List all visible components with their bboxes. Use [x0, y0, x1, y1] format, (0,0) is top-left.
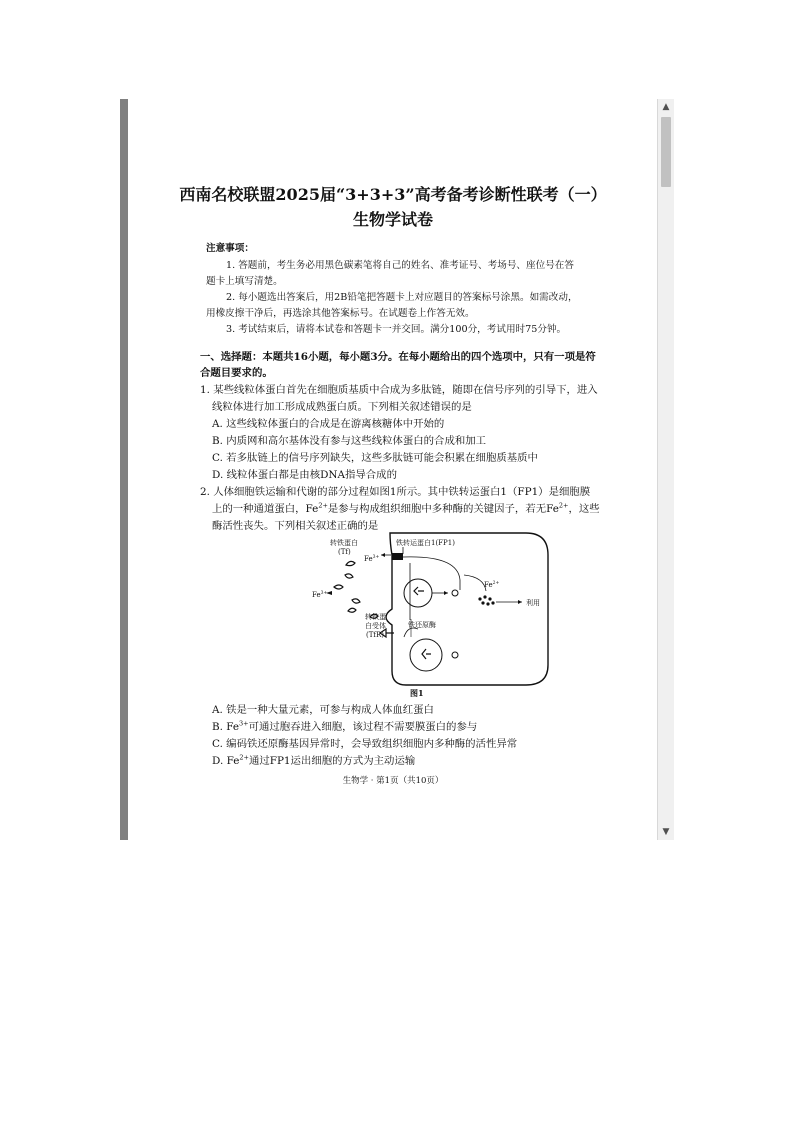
iron-transport-diagram [308, 525, 568, 687]
notice-item: 3. 考试结束后，请将本试卷和答题卡一并交回。满分100分，考试用时75分钟。 [226, 324, 567, 335]
scroll-down-arrow-icon[interactable]: ▼ [662, 827, 670, 837]
document-viewer [120, 99, 674, 840]
q1-option-b: B. 内质网和高尔基体没有参与这些线粒体蛋白的合成和加工 [212, 435, 487, 447]
q2-option-b: B. $Fe^{3+}$可通过胞吞进入细胞，该过程不需要膜蛋白的参与 [212, 719, 478, 733]
exam-subject: 生物学试卷 [352, 210, 433, 229]
q1-option-c: C. 若多肽链上的信号序列缺失，这些多肽链可能会积累在细胞质基质中 [212, 452, 538, 464]
q1-stem-cont: 线粒体进行加工形成成熟蛋白质。下列相关叙述错误的是 [212, 401, 472, 413]
exam-page [128, 99, 658, 840]
label-fe3-left: $Fe^{3+}$ [312, 591, 328, 599]
fp1-channel [392, 553, 403, 560]
exam-title: 西南名校联盟2025届“3+3+3”高考备考诊断性联考（一） [179, 185, 607, 204]
label-use: 利用 [526, 599, 540, 607]
transferrin-icon [346, 561, 355, 565]
label-reductase: 铁还原酶 [408, 621, 436, 629]
q1-option-a: A. 这些线粒体蛋白的合成是在游离核糖体中开始的 [212, 418, 445, 430]
notice-item: 题卡上填写清楚。 [206, 276, 283, 287]
label-fe2-right: $Fe^{2+}$ [484, 581, 500, 589]
q2-stem-cont2: 酶活性丧失。下列相关叙述正确的是 [212, 520, 379, 532]
q1-option-d: D. 线粒体蛋白都是由核DNA指导合成的 [212, 469, 397, 481]
label-tfr-3: (TfR) [366, 631, 384, 639]
notice-item: 用橡皮擦干净后，再选涂其他答案标号。在试题卷上作答无效。 [206, 308, 475, 319]
scroll-thumb[interactable] [661, 117, 671, 187]
q2-option-c: C. 编码铁还原酶基因异常时，会导致组织细胞内多种酶的活性异常 [212, 738, 518, 750]
q2-stem-cont: 上的一种通道蛋白，$Fe^{2+}$是参与构成组织细胞中多种酶的关键因子，若无$Fe^{2+}$，这些 [212, 501, 600, 515]
page-footer: 生物学 · 第1页（共10页） [342, 776, 444, 786]
figure-1-diagram [308, 525, 568, 687]
fe2-path-arrow [403, 557, 460, 590]
label-tfr-2: 白受体 [365, 622, 386, 630]
label-transferrin-abbr: (Tf) [338, 548, 351, 556]
q1-stem: 1. 某些线粒体蛋白首先在细胞质基质中合成为多肽链，随即在信号序列的引导下，进入 [200, 384, 598, 396]
endosome [404, 579, 432, 607]
vesicle [410, 639, 442, 671]
q2-option-d: D. $Fe^{2+}$通过FP1运出细胞的方式为主动运输 [212, 753, 416, 767]
scroll-up-arrow-icon[interactable]: ▲ [662, 102, 670, 112]
q2-option-a: A. 铁是一种大量元素，可参与构成人体血红蛋白 [212, 704, 434, 716]
notice-heading: 注意事项： [206, 243, 254, 254]
section-heading: 一、选择题：本题共16小题，每小题3分。在每小题给出的四个选项中，只有一项是符 [200, 351, 596, 363]
label-fe3-top: $Fe^{3+}$ [364, 555, 380, 563]
vertical-scrollbar[interactable] [657, 99, 674, 840]
label-transferrin: 转铁蛋白 [330, 539, 358, 547]
label-tfr-1: 转铁蛋 [365, 613, 386, 621]
figure-caption: 图1 [410, 688, 424, 698]
notice-item: 1. 答题前，考生务必用黑色碳素笔将自己的姓名、准考证号、考场号、座位号在答 [226, 260, 574, 271]
notice-item: 2. 每小题选出答案后，用2B铅笔把答题卡上对应题目的答案标号涂黑。如需改动， [226, 292, 578, 303]
section-heading-cont: 合题目要求的。 [200, 367, 273, 379]
q2-stem: 2. 人体细胞铁运输和代谢的部分过程如图1所示。其中铁转运蛋白1（FP1）是细胞膜 [200, 486, 591, 498]
label-fp1: 铁转运蛋白1(FP1) [396, 539, 455, 547]
